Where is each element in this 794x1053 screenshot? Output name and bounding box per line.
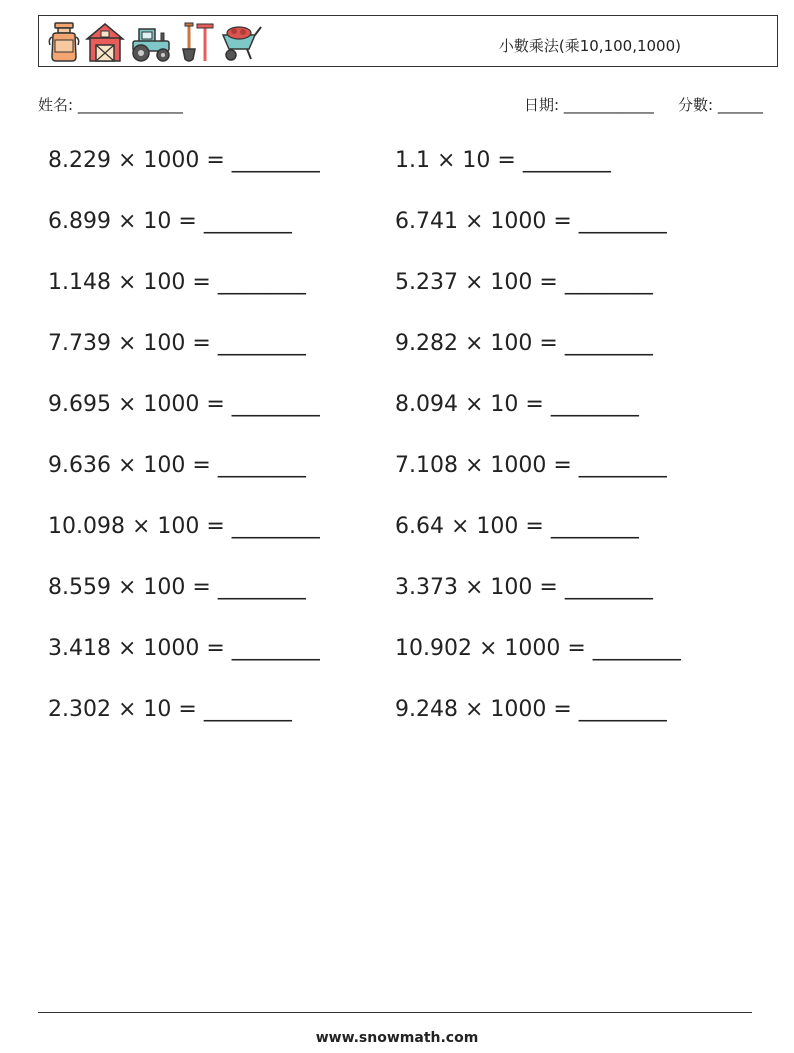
milk-can-icon (47, 21, 81, 63)
score-field: 分數: ______ (678, 96, 763, 114)
problem-item: 3.418 × 1000 = ________ (48, 636, 320, 661)
problem-item: 8.094 × 10 = ________ (395, 392, 639, 417)
problem-item: 9.248 × 1000 = ________ (395, 697, 667, 722)
problem-row (48, 386, 748, 447)
problem-grid (48, 142, 748, 752)
problem-item: 8.229 × 1000 = ________ (48, 148, 320, 173)
problem-item: 2.302 × 10 = ________ (48, 697, 292, 722)
problem-item: 5.237 × 100 = ________ (395, 270, 653, 295)
date-field: 日期: ____________ (524, 96, 654, 114)
problem-item: 6.741 × 1000 = ________ (395, 209, 667, 234)
problem-row (48, 569, 748, 630)
worksheet-title: 小數乘法(乘10,100,1000) (498, 37, 681, 55)
problem-item: 7.739 × 100 = ________ (48, 331, 306, 356)
problem-item: 3.373 × 100 = ________ (395, 575, 653, 600)
header-icons (47, 20, 263, 64)
problem-item: 6.64 × 100 = ________ (395, 514, 639, 539)
problem-row (48, 508, 748, 569)
problem-row (48, 203, 748, 264)
problem-item: 9.695 × 1000 = ________ (48, 392, 320, 417)
problem-row (48, 691, 748, 752)
problem-item: 10.098 × 100 = ________ (48, 514, 320, 539)
problem-item: 7.108 × 1000 = ________ (395, 453, 667, 478)
wheelbarrow-icon (219, 21, 263, 63)
tractor-icon (129, 21, 173, 63)
problem-item: 10.902 × 1000 = ________ (395, 636, 681, 661)
barn-icon (85, 21, 125, 63)
problem-row (48, 142, 748, 203)
footer-website: www.snowmath.com (315, 1030, 479, 1046)
problem-row (48, 630, 748, 691)
shovel-rake-icon (177, 21, 215, 63)
problem-item: 9.282 × 100 = ________ (395, 331, 653, 356)
problem-item: 9.636 × 100 = ________ (48, 453, 306, 478)
problem-row (48, 447, 748, 508)
problem-row (48, 264, 748, 325)
problem-item: 8.559 × 100 = ________ (48, 575, 306, 600)
problem-row (48, 325, 748, 386)
worksheet-header (38, 15, 778, 67)
problem-item: 6.899 × 10 = ________ (48, 209, 292, 234)
problem-item: 1.148 × 100 = ________ (48, 270, 306, 295)
footer-divider (38, 1012, 752, 1013)
name-field: 姓名: ______________ (38, 96, 183, 114)
problem-item: 1.1 × 10 = ________ (395, 148, 611, 173)
